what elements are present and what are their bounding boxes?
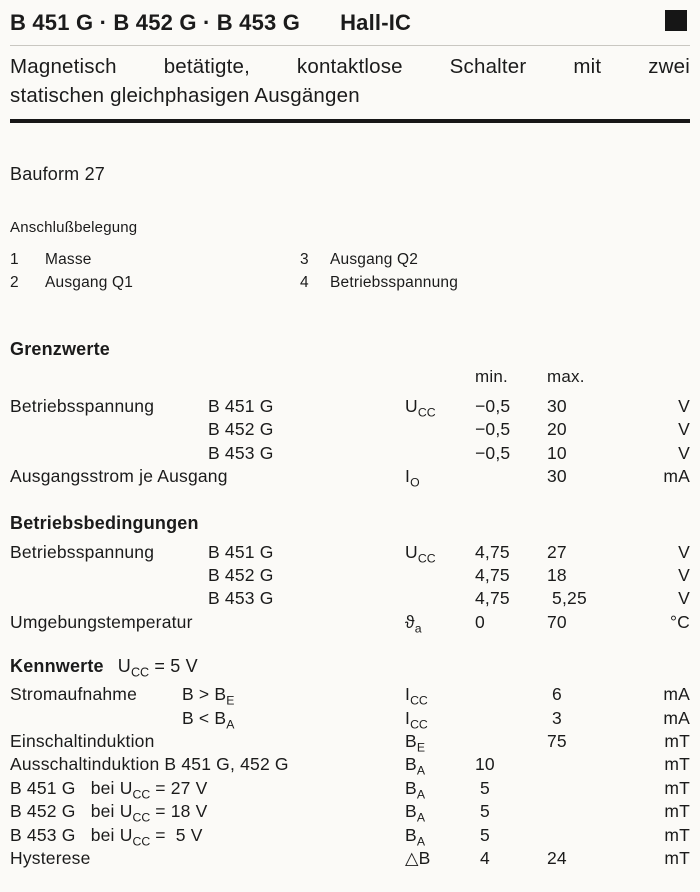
text-segment: B 452 G [208, 565, 274, 586]
row-label [10, 707, 405, 730]
section-heading: Grenzwerte [10, 339, 110, 359]
row-max-value [547, 753, 633, 776]
text-segment: B [405, 801, 417, 822]
text-segment: B 453 G bei U [10, 824, 133, 845]
row-min-value [475, 465, 547, 488]
row-min-value [475, 707, 547, 730]
row-min-value: 5 [475, 777, 490, 798]
title-underline [10, 45, 690, 46]
text-segment: B [405, 824, 417, 845]
table-row [10, 395, 690, 418]
row-unit: mA [663, 707, 690, 728]
text-segment: Einschaltinduktion [10, 731, 155, 752]
row-label [10, 683, 405, 706]
text-segment: ϑ [405, 611, 415, 632]
text-segment: = 5 V [149, 656, 198, 677]
row-unit: mT [664, 801, 690, 822]
row-symbol [405, 824, 475, 847]
row-min-value [475, 730, 547, 753]
row-max-value: 24 [547, 848, 567, 869]
section-rows [10, 541, 690, 635]
text-segment: B [405, 777, 417, 798]
row-max-value: 30 [547, 396, 567, 416]
row-label [10, 753, 405, 776]
section-heading-row [10, 655, 690, 680]
row-symbol [405, 611, 475, 634]
row-max-value: 6 [547, 684, 562, 705]
text-segment: Umgebungstemperatur [10, 611, 193, 632]
row-symbol [405, 418, 475, 441]
row-unit: mA [663, 466, 690, 487]
symbol-subscript: CC [132, 810, 151, 825]
symbol-subscript: CC [410, 693, 428, 708]
row-unit: V [678, 565, 690, 586]
symbol-subscript: A [226, 717, 235, 732]
text-segment: Betriebsspannung [10, 541, 155, 562]
row-min-value: 4,75 [475, 565, 510, 586]
bauform-label: Bauform 27 [10, 164, 105, 184]
text-segment: U [405, 396, 418, 416]
row-max-value: 27 [547, 541, 567, 562]
section-rows [10, 683, 690, 870]
subtitle-divider [10, 119, 690, 123]
spec-section [10, 512, 690, 635]
row-label-device [208, 419, 274, 439]
row-min-value: 5 [475, 801, 490, 822]
row-label [10, 800, 405, 823]
row-symbol [405, 683, 475, 706]
table-row [10, 847, 690, 870]
row-symbol [405, 564, 475, 587]
row-label [10, 465, 405, 488]
table-row [10, 418, 690, 441]
table-row [10, 730, 690, 753]
spec-section [10, 655, 690, 870]
black-square-icon [665, 10, 687, 31]
row-label-device [182, 684, 235, 708]
symbol-subscript: E [226, 693, 235, 708]
section-heading-row [10, 338, 690, 360]
pin-label: Ausgang Q1 [45, 274, 134, 291]
row-max-value: 75 [547, 731, 567, 752]
table-row [10, 465, 690, 488]
text-segment: B > B [182, 684, 227, 705]
row-label-device [208, 443, 274, 463]
row-min-value: −0,5 [475, 442, 511, 463]
text-segment: = 18 V [150, 801, 208, 822]
text-segment: = 27 V [150, 777, 208, 798]
pinout-list [10, 248, 690, 294]
subtitle-line-1: Magnetisch betätigte, kontaktlose Schalter mit zwei [10, 55, 690, 78]
row-unit: V [678, 396, 690, 416]
pin-number: 4 [300, 274, 309, 291]
symbol-subscript: CC [132, 787, 151, 802]
row-min-value: 4,75 [475, 588, 510, 609]
text-segment: Betriebsspannung [10, 396, 155, 416]
row-symbol [405, 753, 475, 776]
row-label-device [208, 588, 274, 608]
table-row [10, 587, 690, 610]
column-header-spacer [10, 367, 405, 387]
table-row [10, 683, 690, 706]
text-segment: U [117, 656, 131, 677]
row-min-value: −0,5 [475, 419, 511, 440]
text-segment: I [405, 684, 411, 705]
spec-table [10, 338, 690, 871]
page-title-models: B 451 G · B 452 G · B 453 G [10, 10, 301, 35]
row-unit: V [678, 588, 690, 609]
row-symbol [405, 847, 475, 870]
row-unit: mA [663, 684, 690, 705]
text-segment: I [405, 466, 411, 487]
row-min-value: 10 [475, 754, 495, 775]
text-segment: B 452 G bei U [10, 801, 133, 822]
row-label [10, 611, 405, 634]
column-header-spacer [633, 367, 690, 387]
table-row [10, 541, 690, 564]
row-min-value: 0 [475, 611, 485, 632]
row-min-value: −0,5 [475, 396, 511, 416]
row-max-value: 3 [547, 707, 562, 728]
row-min-value: 5 [475, 824, 490, 845]
symbol-subscript: A [416, 763, 426, 778]
row-label [10, 541, 405, 564]
row-unit: V [678, 442, 690, 463]
subtitle [10, 52, 690, 110]
row-unit: mT [664, 754, 690, 775]
text-segment: Stromaufnahme [10, 684, 138, 705]
row-unit: mT [664, 824, 690, 845]
table-row [10, 442, 690, 465]
row-label [10, 395, 405, 418]
row-label [10, 847, 405, 870]
row-unit: V [678, 419, 690, 440]
row-symbol [405, 465, 475, 488]
row-label-device [208, 565, 274, 585]
row-unit: mT [664, 848, 690, 869]
symbol-subscript: CC [132, 834, 151, 849]
text-segment: B 451 G bei U [10, 777, 133, 798]
table-row [10, 824, 690, 847]
symbol-subscript: CC [417, 551, 436, 566]
table-row [10, 777, 690, 800]
pinout-title: Anschlußbelegung [10, 219, 138, 236]
row-symbol [405, 800, 475, 823]
table-row [10, 753, 690, 776]
section-rows [10, 395, 690, 489]
text-segment: B 453 G [208, 588, 274, 609]
row-max-value [547, 777, 633, 800]
section-heading: Kennwerte [10, 656, 104, 677]
row-symbol [405, 777, 475, 800]
symbol-subscript: A [416, 787, 426, 802]
row-max-value: 20 [547, 419, 567, 440]
row-label [10, 418, 405, 441]
page-title [10, 8, 690, 38]
pin-label: Ausgang Q2 [330, 251, 419, 268]
symbol-subscript: CC [410, 717, 428, 732]
row-min-value: 4 [475, 848, 490, 869]
pin-label: Betriebsspannung [330, 274, 459, 291]
subtitle-line-2: statischen gleichphasigen Ausgängen [10, 84, 360, 107]
spec-section [10, 338, 690, 489]
table-row [10, 800, 690, 823]
row-label-left [10, 683, 182, 706]
text-segment: B 453 G [208, 442, 274, 463]
pin-label: Masse [45, 251, 92, 268]
text-segment: △B [405, 848, 431, 869]
row-max-value: 18 [547, 565, 567, 586]
text-segment: B [405, 731, 417, 752]
text-segment: = 5 V [150, 824, 203, 845]
row-label-left [10, 395, 208, 418]
section-heading-row [10, 512, 690, 534]
symbol-subscript: a [414, 621, 422, 636]
row-unit: V [678, 541, 690, 562]
row-label [10, 824, 405, 847]
text-segment: Ausgangsstrom je Ausgang [10, 466, 228, 487]
row-symbol [405, 395, 475, 418]
row-label-device [182, 707, 235, 732]
row-max-value [547, 800, 633, 823]
row-symbol [405, 707, 475, 730]
text-segment: B 451 G [208, 396, 274, 416]
row-min-value: 4,75 [475, 541, 510, 562]
text-segment: U [405, 541, 418, 562]
row-label-left [10, 541, 208, 564]
pin-number: 3 [300, 251, 309, 268]
row-max-value: 30 [547, 466, 567, 487]
row-max-value: 10 [547, 442, 567, 463]
row-label [10, 777, 405, 800]
row-symbol [405, 541, 475, 564]
symbol-subscript: CC [130, 665, 150, 680]
pin-number: 2 [10, 274, 19, 291]
row-min-value [475, 683, 547, 706]
text-segment: B < B [182, 707, 227, 728]
row-symbol [405, 587, 475, 610]
section-heading-condition [117, 656, 198, 680]
row-label [10, 730, 405, 753]
symbol-subscript: CC [417, 405, 436, 420]
table-row [10, 564, 690, 587]
table-row [10, 707, 690, 730]
row-label [10, 564, 405, 587]
text-segment: I [405, 707, 411, 728]
table-row [10, 611, 690, 634]
row-max-value [547, 824, 633, 847]
row-label-device [208, 542, 274, 562]
symbol-subscript: A [416, 810, 426, 825]
row-unit: mT [664, 731, 690, 752]
column-header-spacer [405, 367, 475, 387]
text-segment: B 451 G [208, 541, 274, 562]
symbol-subscript: O [410, 475, 420, 490]
row-unit: mT [664, 777, 690, 798]
row-label-device [208, 396, 274, 416]
symbol-subscript: A [416, 834, 426, 849]
column-header-row [10, 367, 690, 387]
row-max-value: 5,25 [547, 588, 587, 609]
text-segment: Ausschaltinduktion B 451 G, 452 G [10, 754, 289, 775]
text-segment: B 452 G [208, 419, 274, 440]
text-segment: Hysterese [10, 848, 91, 869]
row-label [10, 587, 405, 610]
row-symbol [405, 730, 475, 753]
row-unit: °C [669, 611, 690, 632]
text-segment: B [405, 754, 417, 775]
page-title-product: Hall-IC [340, 10, 412, 35]
pin-number: 1 [10, 251, 19, 268]
row-max-value: 70 [547, 611, 567, 632]
row-symbol [405, 442, 475, 465]
section-heading: Betriebsbedingungen [10, 512, 199, 533]
column-header-max: max. [547, 367, 585, 386]
symbol-subscript: E [416, 740, 426, 755]
column-header-min: min. [475, 367, 508, 386]
row-label [10, 442, 405, 465]
